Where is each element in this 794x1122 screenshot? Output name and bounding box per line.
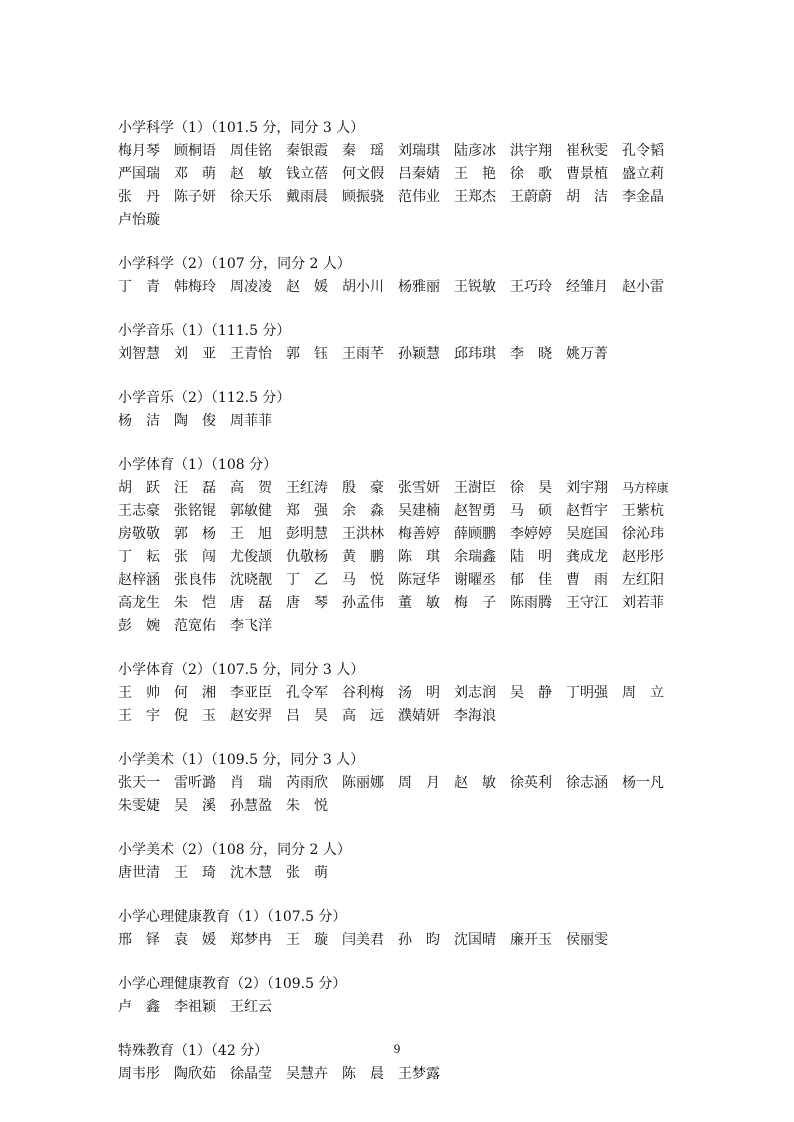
- name-list: [118, 1063, 678, 1086]
- person-name: 陈冠华: [398, 572, 440, 588]
- person-name: 王 旭: [230, 526, 272, 542]
- person-name: 吴 溪: [174, 798, 216, 814]
- name-list: [118, 929, 678, 952]
- person-name: 雷听潞: [174, 775, 216, 791]
- person-name: 李飞洋: [230, 618, 272, 634]
- person-name: 侯丽雯: [566, 932, 608, 948]
- person-name: 崔秋雯: [566, 143, 608, 159]
- subject-heading: 小学科学（1）（101.5 分，同分 3 人）: [118, 120, 365, 136]
- person-name: 赵小雷: [622, 279, 664, 295]
- person-name: 经雏月: [566, 279, 608, 295]
- person-name: 唐世清: [118, 865, 160, 881]
- person-name: 盛立莉: [622, 166, 664, 182]
- person-name: 李金晶: [622, 189, 664, 205]
- page-number: 9: [393, 1041, 401, 1056]
- person-name: 王巧玲: [510, 279, 552, 295]
- person-name: 谢曜丞: [454, 572, 496, 588]
- person-name: 袁 媛: [174, 932, 216, 948]
- person-name: 邱玮琪: [454, 346, 496, 362]
- person-name: 陶欣茹: [174, 1066, 216, 1082]
- person-name: 陈 晨: [342, 1066, 384, 1082]
- person-name: 李亚臣: [230, 685, 272, 701]
- person-name: 周菲菲: [230, 413, 272, 429]
- person-name: 陆 明: [510, 549, 552, 565]
- subject-section: [118, 454, 678, 638]
- subject-heading: 小学音乐（1）（111.5 分）: [118, 323, 291, 339]
- person-name: 王 宇: [118, 708, 160, 724]
- person-name: 郑梦冉: [230, 932, 272, 948]
- subject-section: [118, 387, 678, 433]
- person-name: 赵 媛: [286, 279, 328, 295]
- person-name: 王澍臣: [454, 480, 496, 496]
- name-list: [118, 772, 678, 818]
- person-name: 杨一凡: [622, 775, 664, 791]
- person-name: 彭明慧: [286, 526, 328, 542]
- person-name: 赵 敏: [230, 166, 272, 182]
- person-name: 尤俊颉: [230, 549, 272, 565]
- person-name: 王守江: [566, 595, 608, 611]
- person-name: 王洪林: [342, 526, 384, 542]
- person-name: 秦 瑶: [342, 143, 384, 159]
- person-name: 汤 明: [398, 685, 440, 701]
- person-name: 余瑞鑫: [454, 549, 496, 565]
- person-name: 吴慧卉: [286, 1066, 328, 1082]
- person-name: 孔令军: [286, 685, 328, 701]
- person-name: 丁 青: [118, 279, 160, 295]
- person-name: 丁 乙: [286, 572, 328, 588]
- person-name: 王紫杭: [622, 503, 664, 519]
- person-name: 周韦彤: [118, 1066, 160, 1082]
- subject-section: [118, 320, 678, 366]
- person-name: 王蔚蔚: [510, 189, 552, 205]
- person-name: 朱 悦: [286, 798, 328, 814]
- person-name: 仇敬杨: [286, 549, 328, 565]
- person-name: 薛顾鹏: [454, 526, 496, 542]
- person-name: 徐 歌: [510, 166, 552, 182]
- name-list: [118, 682, 678, 728]
- person-name: 周 月: [398, 775, 440, 791]
- person-name: 高龙生: [118, 595, 160, 611]
- person-name: 郭敏健: [230, 503, 272, 519]
- name-list: [118, 140, 678, 232]
- person-name: 何 湘: [174, 685, 216, 701]
- person-name: 肖 瑞: [230, 775, 272, 791]
- subject-heading: 小学美术（2）（108 分，同分 2 人）: [118, 842, 351, 858]
- person-name: 周凌凌: [230, 279, 272, 295]
- name-list: [118, 996, 678, 1019]
- person-name: 郭 钰: [286, 346, 328, 362]
- person-name: 汪 磊: [174, 480, 216, 496]
- person-name: 戴雨晨: [286, 189, 328, 205]
- person-name: 徐志涵: [566, 775, 608, 791]
- person-name: 孙颖慧: [398, 346, 440, 362]
- person-name: 姚万菁: [566, 346, 608, 362]
- person-name: 王 璇: [286, 932, 328, 948]
- person-name: 陈丽娜: [342, 775, 384, 791]
- person-name: 胡 跃: [118, 480, 160, 496]
- person-name: 刘若菲: [622, 595, 664, 611]
- person-name: 王 琦: [174, 865, 216, 881]
- person-name: 郭 杨: [174, 526, 216, 542]
- person-name: 赵梓涵: [118, 572, 160, 588]
- person-name: 丁 耘: [118, 549, 160, 565]
- name-list-content: [118, 117, 678, 1107]
- person-name: 刘 亚: [174, 346, 216, 362]
- person-name: 王雨芊: [342, 346, 384, 362]
- person-name: 董 敏: [398, 595, 440, 611]
- person-name: 孙孟伟: [342, 595, 384, 611]
- person-name: 徐晶莹: [230, 1066, 272, 1082]
- person-name: 闫美君: [342, 932, 384, 948]
- name-list: [118, 410, 678, 433]
- person-name: 王 艳: [454, 166, 496, 182]
- person-name: 李 晓: [510, 346, 552, 362]
- person-name: 张铭锟: [174, 503, 216, 519]
- person-name: 黄 鹏: [342, 549, 384, 565]
- person-name: 顾桐语: [174, 143, 216, 159]
- person-name: 梅月琴: [118, 143, 160, 159]
- subject-heading: 小学美术（1）（109.5 分，同分 3 人）: [118, 752, 365, 768]
- person-name: 徐天乐: [230, 189, 272, 205]
- person-name: 李祖颖: [174, 999, 216, 1015]
- person-name: 杨雅丽: [398, 279, 440, 295]
- person-name: 马 悦: [342, 572, 384, 588]
- person-name: 陆彦冰: [454, 143, 496, 159]
- person-name: 刘智慧: [118, 346, 160, 362]
- person-name: 杨 洁: [118, 413, 160, 429]
- person-name: 吕 昊: [286, 708, 328, 724]
- person-name: 范宽佑: [174, 618, 216, 634]
- person-name: 张天一: [118, 775, 160, 791]
- subject-heading: 小学体育（2）（107.5 分，同分 3 人）: [118, 662, 365, 678]
- subject-section: [118, 659, 678, 728]
- person-name: 曹景植: [566, 166, 608, 182]
- subject-section: [118, 973, 678, 1019]
- person-name: 卢怡璇: [118, 212, 160, 228]
- person-name: 芮雨欣: [286, 775, 328, 791]
- person-name: 何文假: [342, 166, 384, 182]
- person-name: 严国瑞: [118, 166, 160, 182]
- person-name: 赵安羿: [230, 708, 272, 724]
- person-name: 刘瑞琪: [398, 143, 440, 159]
- person-name: 王 帅: [118, 685, 160, 701]
- person-name: 赵哲宇: [566, 503, 608, 519]
- person-name: 郑 强: [286, 503, 328, 519]
- person-name: 陶 俊: [174, 413, 216, 429]
- person-name: 钱立蓓: [286, 166, 328, 182]
- person-name: 沈木慧: [230, 865, 272, 881]
- person-name: 吴庭国: [566, 526, 608, 542]
- person-name: 高 贺: [230, 480, 272, 496]
- subject-section: [118, 839, 678, 885]
- person-name: 丁明强: [566, 685, 608, 701]
- person-name: 孙慧盈: [230, 798, 272, 814]
- person-name: 孔令韬: [622, 143, 664, 159]
- person-name: 梅 子: [454, 595, 496, 611]
- person-name: 龚成龙: [566, 549, 608, 565]
- person-name: 邓 萌: [174, 166, 216, 182]
- person-name: 卢 鑫: [118, 999, 160, 1015]
- person-name: 殷 豪: [342, 480, 384, 496]
- person-name: 周佳铭: [230, 143, 272, 159]
- subject-heading: 小学心理健康教育（2）（109.5 分）: [118, 976, 347, 992]
- person-name: 左红阳: [622, 572, 664, 588]
- person-name: 彭 婉: [118, 618, 160, 634]
- person-name: 谷利梅: [342, 685, 384, 701]
- person-name: 朱 恺: [174, 595, 216, 611]
- person-name: 胡 洁: [566, 189, 608, 205]
- person-name: 陈 琪: [398, 549, 440, 565]
- person-name: 徐沁玮: [622, 526, 664, 542]
- person-name: 倪 玉: [174, 708, 216, 724]
- person-name: 赵智勇: [454, 503, 496, 519]
- person-name: 赵彤彤: [622, 549, 664, 565]
- person-name: 房敬敬: [118, 526, 160, 542]
- name-list: [118, 276, 678, 299]
- person-name: 韩梅玲: [174, 279, 216, 295]
- person-name: 唐 磊: [230, 595, 272, 611]
- person-name: 朱雯婕: [118, 798, 160, 814]
- person-name: 张雪妍: [398, 480, 440, 496]
- person-name: 李海浪: [454, 708, 496, 724]
- person-name: 徐英利: [510, 775, 552, 791]
- subject-section: [118, 253, 678, 299]
- person-name: 王青怡: [230, 346, 272, 362]
- person-name: 徐 昊: [510, 480, 552, 496]
- person-name: 吴建楠: [398, 503, 440, 519]
- person-name: 曹 雨: [566, 572, 608, 588]
- subject-heading: 小学体育（1）（108 分）: [118, 457, 278, 473]
- subject-heading: 特殊教育（1）（42 分）: [118, 1043, 269, 1059]
- person-name: 郁 佳: [510, 572, 552, 588]
- subject-heading: 小学音乐（2）（112.5 分）: [118, 390, 291, 406]
- person-name: 吴 静: [510, 685, 552, 701]
- person-name: 王梦露: [398, 1066, 440, 1082]
- person-name: 秦银霞: [286, 143, 328, 159]
- subject-section: [118, 906, 678, 952]
- subject-section: [118, 749, 678, 818]
- person-name: 刘宇翔: [566, 480, 608, 496]
- person-name: 廉开玉: [510, 932, 552, 948]
- subject-heading: 小学心理健康教育（1）（107.5 分）: [118, 909, 347, 925]
- person-name: 高 远: [342, 708, 384, 724]
- person-name: 马 硕: [510, 503, 552, 519]
- person-name: 张 萌: [286, 865, 328, 881]
- person-name: 洪宇翔: [510, 143, 552, 159]
- person-name: 邢 铎: [118, 932, 160, 948]
- person-name: 胡小川: [342, 279, 384, 295]
- person-name: 王郑杰: [454, 189, 496, 205]
- person-name: 张 丹: [118, 189, 160, 205]
- subject-section: [118, 117, 678, 232]
- person-name: 王锐敏: [454, 279, 496, 295]
- person-name: 王志豪: [118, 503, 160, 519]
- person-name: 刘志润: [454, 685, 496, 701]
- person-name: 李婷婷: [510, 526, 552, 542]
- name-list: [118, 477, 678, 638]
- person-name: 孙 昀: [398, 932, 440, 948]
- person-name: 张良伟: [174, 572, 216, 588]
- person-name: 赵 敏: [454, 775, 496, 791]
- subject-heading: 小学科学（2）（107 分，同分 2 人）: [118, 256, 351, 272]
- person-name: 张 闯: [174, 549, 216, 565]
- person-name: 沈国晴: [454, 932, 496, 948]
- person-name: 马方梓康: [622, 481, 669, 495]
- person-name: 唐 琴: [286, 595, 328, 611]
- person-name: 吕秦婧: [398, 166, 440, 182]
- person-name: 陈雨腾: [510, 595, 552, 611]
- name-list: [118, 862, 678, 885]
- person-name: 陈子妍: [174, 189, 216, 205]
- person-name: 濮婧妍: [398, 708, 440, 724]
- person-name: 王红涛: [286, 480, 328, 496]
- person-name: 周 立: [622, 685, 664, 701]
- person-name: 沈晓靓: [230, 572, 272, 588]
- person-name: 王红云: [230, 999, 272, 1015]
- person-name: 范伟业: [398, 189, 440, 205]
- person-name: 顾振骁: [342, 189, 384, 205]
- person-name: 梅善婷: [398, 526, 440, 542]
- name-list: [118, 343, 678, 366]
- person-name: 余 淼: [342, 503, 384, 519]
